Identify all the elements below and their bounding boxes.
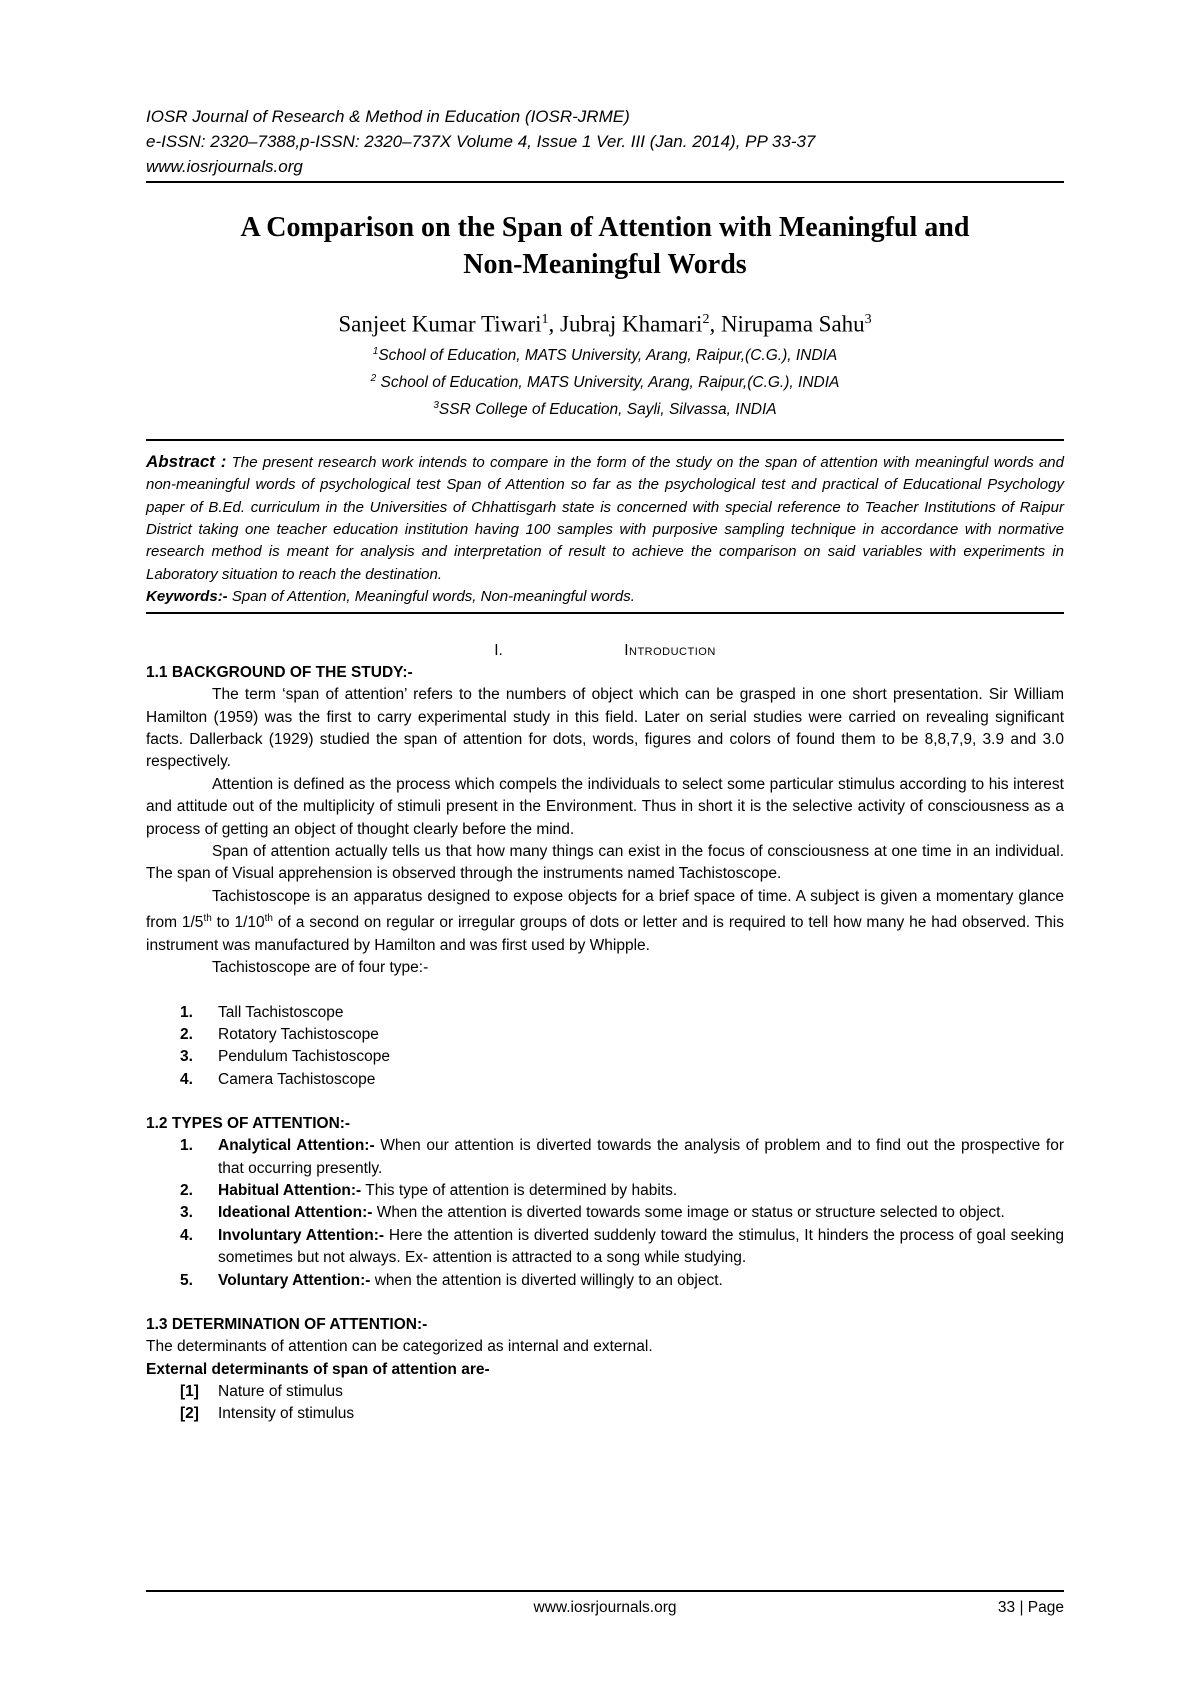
footer-rule [146,1590,1064,1592]
affiliation-line: $^3$SSR College of Education, Sayli, Silvassa, INDIA [433,399,777,419]
paper-page [146,104,1064,1425]
list-item: 2. Rotatory Tachistoscope [180,1026,379,1044]
header-rule [146,181,1064,183]
subsection-heading: 1.2 TYPES OF ATTENTION:- [146,1115,351,1133]
affiliations [146,340,1064,421]
affiliation-line: $^1$School of Education, MATS University, Arang, Raipur,(C.G.), INDIA [372,345,838,364]
keywords [146,586,1064,608]
paragraph: The term ‘span of attention’ refers to the numbers of object which can be grasped in one short presentation. Sir William Hamilton (1959) was the first to carry experimental study in this field. Later on serial studies were carried on revealing significant facts. Dallerback (1929) studied the span of attention for dots, words, figures and colors of found them to be 8,8,7,9, 3.9 and 3.0 respectively. [146,686,1064,771]
title-line-1: A Comparison on the Span of Attention with Meaningful and [240,212,970,243]
paragraph: Attention is defined as the process which compels the individuals to select some particular stimulus according to his interest and attitude out of the multiplicity of stimuli present in the Environment. Thus in short it is the selective activity of consciousness as a process of getting an object of thought clearly before the mind. [146,775,1064,838]
author-sup: 1 [541,312,549,327]
list-item: [1] Nature of stimulus [180,1382,343,1400]
journal-issn: e-ISSN: 2320–7388,p-ISSN: 2320–737X Volume 4, Issue 1 Ver. III (Jan. 2014), PP 33-37 [146,132,816,151]
section-title: Introduction [624,642,716,660]
author-name: Nirupama Sahu [720,311,865,337]
abstract-text: The present research work intends to compare in the form of the study on the span of attention with meaningful words and non-meaningful words of psychological test Span of Attention so far as the psychological test and practical of Educational Psychology paper of B.Ed. curriculum in the Universities of Chhattisgarh state is concerned with special reference to Teacher Institutions of Raipur District taking one teacher education institution having 100 samples with purposive sampling technique in accordance with normative research method is meant for analysis and interpretation of result to achieve the comparison on said variables with experiments in Laboratory situation to reach the destination. [146,454,1064,583]
subsection-heading: 1.3 DETERMINATION OF ATTENTION:- [146,1316,428,1334]
page-number: 33 | Page [997,1599,1064,1616]
keywords-label: Keywords:- [146,587,228,605]
tachistoscope-types-list [146,1002,1064,1092]
list-item: 1. Analytical Attention:- When our attention is diverted towards the analysis of problem and to find out the prospective for that occurring presently. [180,1137,1065,1177]
author-name: Jubraj Khamari [560,311,703,337]
list-item: 4. Camera Tachistoscope [180,1070,376,1088]
paragraph: Span of attention actually tells us that how many things can exist in the focus of consciousness at one time in an individual. The span of Visual apprehension is observed through the instruments named Tachistoscope. [146,843,1064,883]
list-item: 3. Pendulum Tachistoscope [180,1048,391,1066]
author-sup: 3 [864,312,872,327]
abstract-label: Abstract : [146,452,227,472]
journal-website[interactable]: www.iosrjournals.org [146,157,303,176]
subsection-heading: 1.1 BACKGROUND OF THE STUDY:- [146,664,413,682]
paper-title [146,209,1064,283]
list-item: 4. Involuntary Attention:- Here the attention is diverted suddenly toward the stimulus, It hinders the process of goal seeking sometimes but not always. Ex- attention is attracted to a song while studying. [180,1226,1065,1267]
section-heading [146,640,1064,662]
footer-website[interactable]: www.iosrjournals.org [533,1599,677,1616]
journal-header [146,104,1064,179]
list-item: 2. Habitual Attention:- This type of attention is determined by habits. [180,1182,678,1200]
title-line-2: Non-Meaningful Words [463,249,747,280]
section-number: I. [494,642,503,660]
keywords-text: Span of Attention, Meaningful words, Non-meaningful words. [227,587,635,605]
author-list: Sanjeet Kumar Tiwari$^1$, Jubraj Khamari$^2$, Nirupama Sahu$^3$ [338,311,872,337]
paragraph: Tachistoscope is an apparatus designed to expose objects for a brief space of time. A subject is given a momentary glance from 1/5th to 1/10th of a second on regular or irregular groups of dots or letter and is required to tell how many he had observed. This instrument was manufactured by Hamilton and was first used by Whipple. [146,887,1065,954]
list-item: 1. Tall Tachistoscope [180,1003,344,1021]
abstract-box [146,439,1064,614]
affiliation-line: $^2$ School of Education, MATS University, Arang, Raipur,(C.G.), INDIA [370,372,840,391]
list-item: 5. Voluntary Attention:- when the attention is diverted willingly to an object. [180,1271,723,1289]
determinants-list [146,1381,1064,1426]
external-determinants-heading: External determinants of span of attention are- [146,1360,490,1378]
paragraph: Tachistoscope are of four type:- [212,959,429,977]
abstract [146,451,1064,586]
attention-types-list [146,1135,1064,1292]
list-item: [2] Intensity of stimulus [180,1404,355,1422]
paragraph: The determinants of attention can be categorized as internal and external. [146,1338,653,1356]
author-name: Sanjeet Kumar Tiwari [338,311,542,337]
author-sup: 2 [702,312,710,327]
list-item: 3. Ideational Attention:- When the attention is diverted towards some image or status or structure selected to object. [180,1204,1005,1222]
journal-name: IOSR Journal of Research & Method in Education (IOSR-JRME) [146,107,630,126]
